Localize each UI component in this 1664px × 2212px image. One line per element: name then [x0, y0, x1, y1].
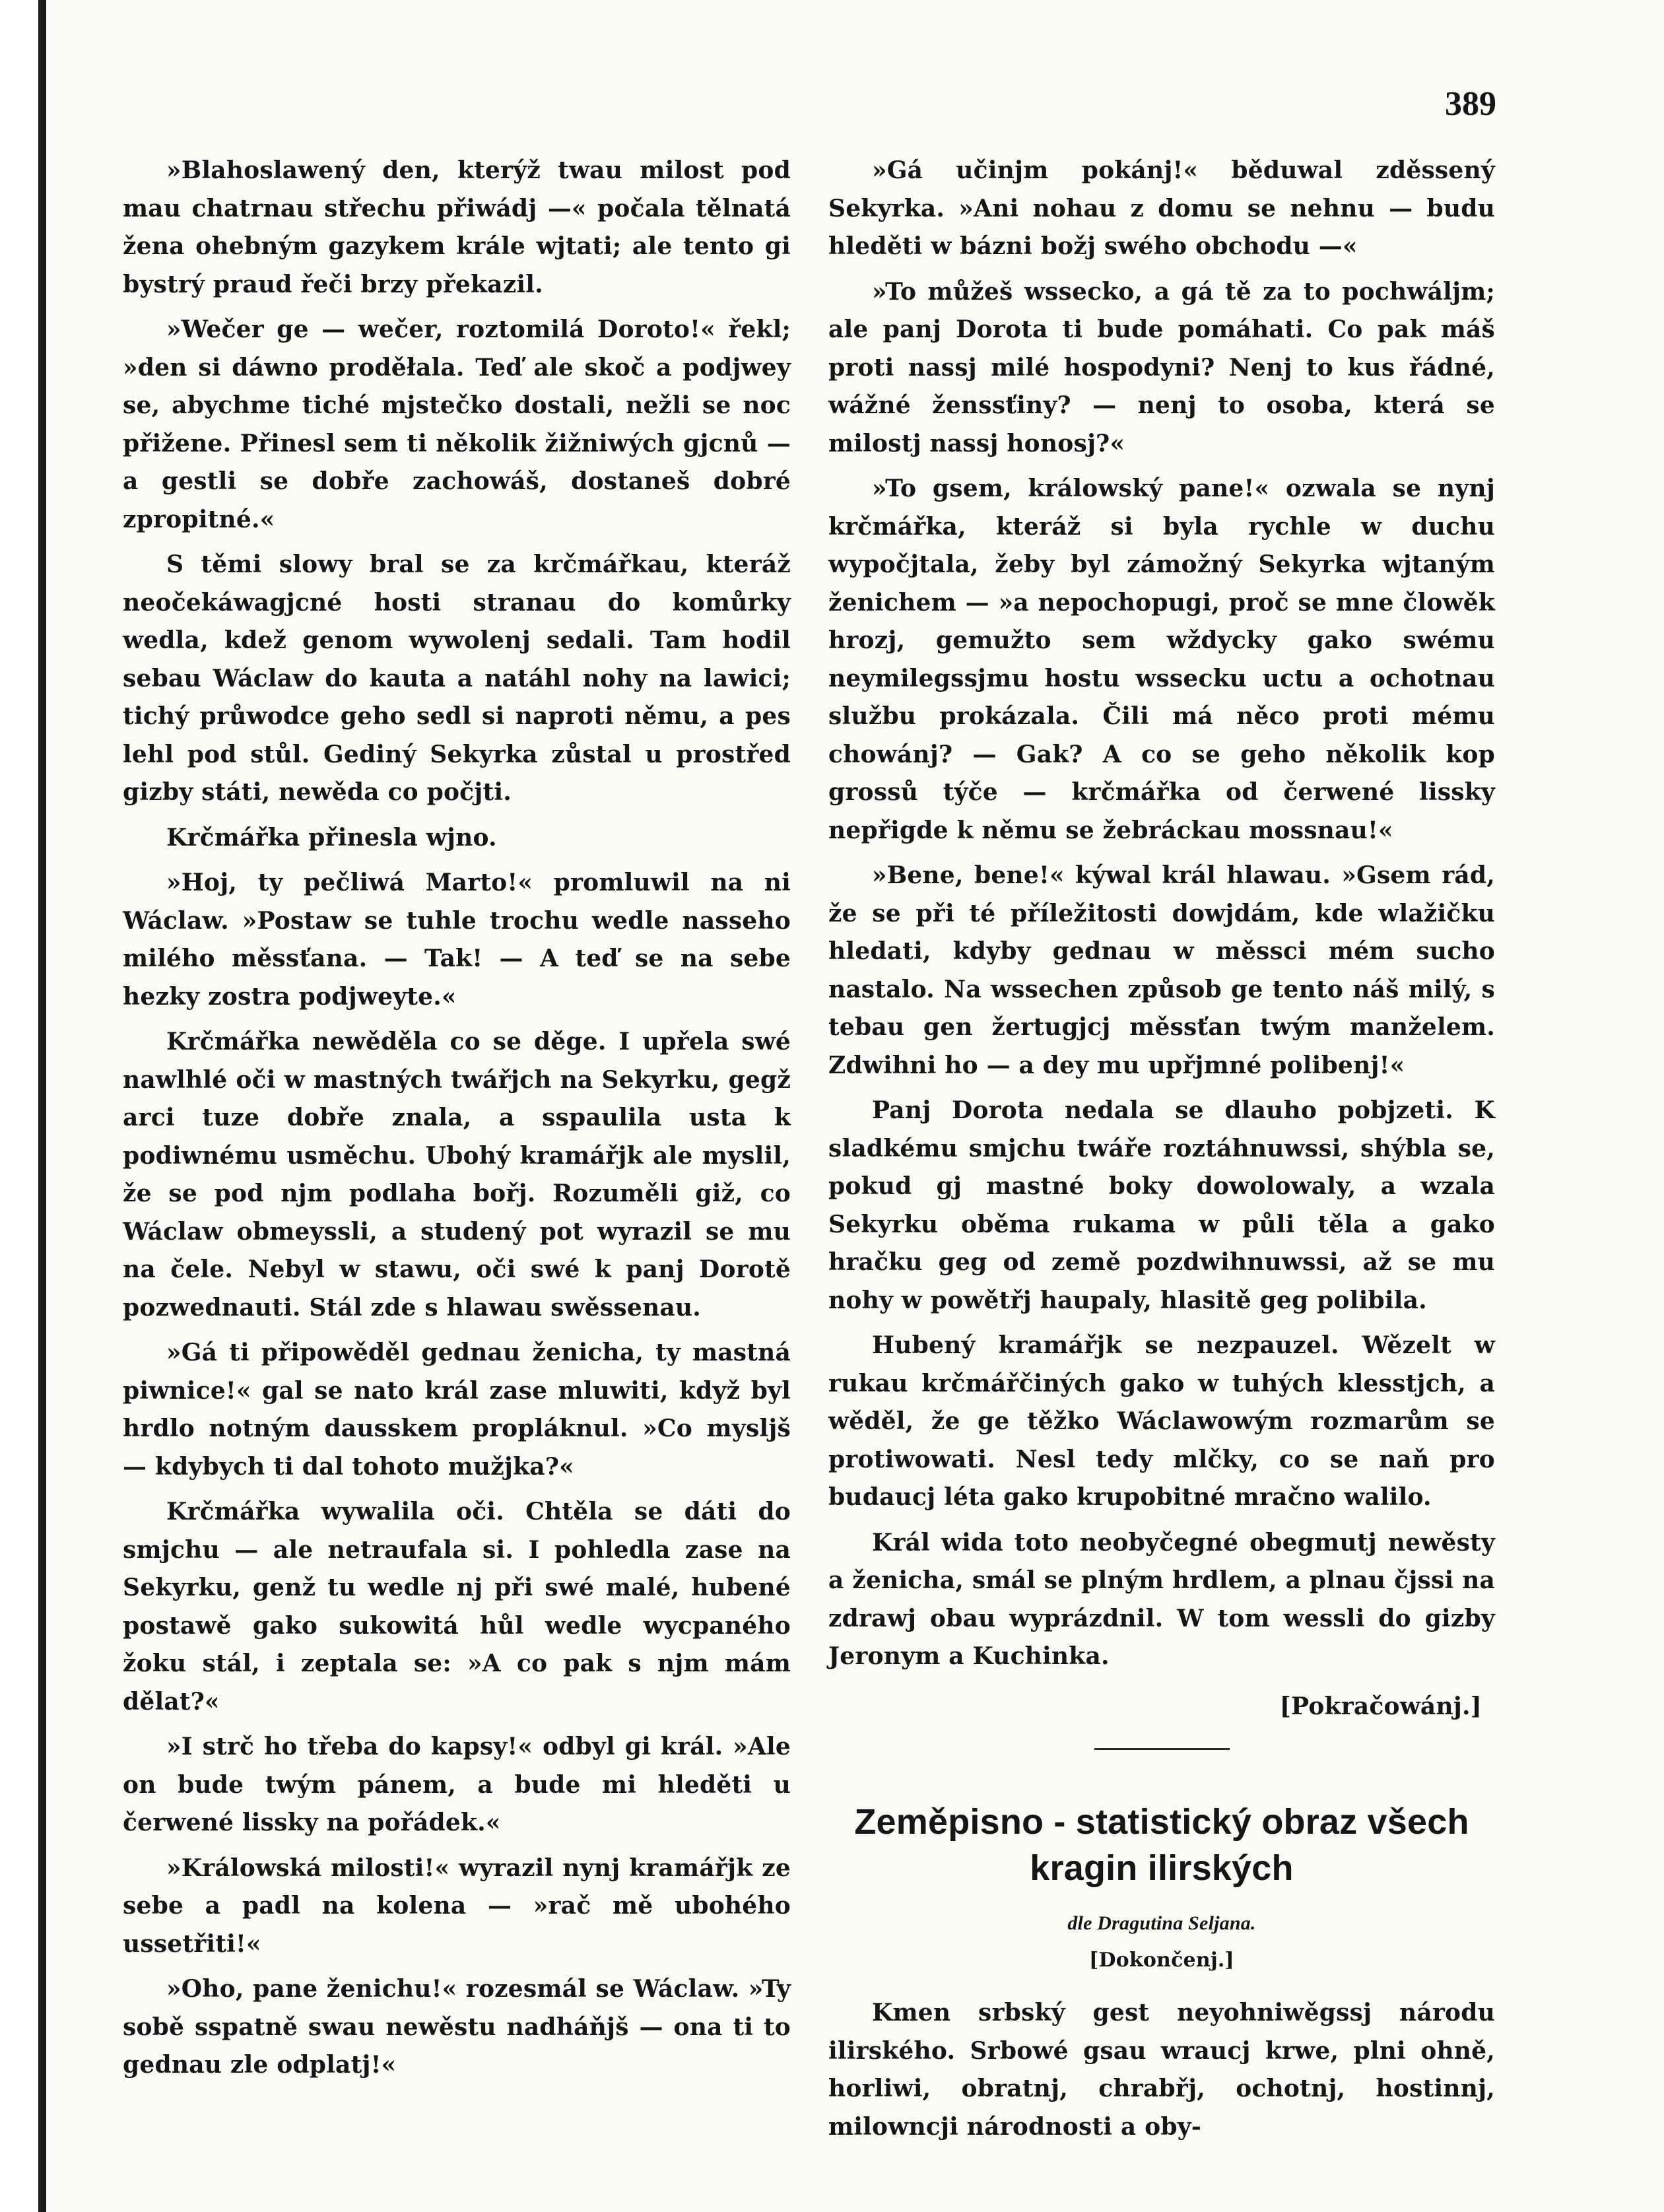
paragraph: »To gsem, králowský pane!« ozwala se nynj krčmářka, kteráž si byla rychle w duchu wypočjtala, žeby byl zámožný Sekyrka wjtaným ženichem — »a nepochopugi, proč se mne člowěk hrozj, gemužto sem wždycky gako swému neymilegssjmu hostu wssecku uctu a ochotnau službu prokázala. Čili má něco proti mému chowánj? — Gak? A co se geho několik kop grossů týče — krčmářka od čerwené lissky nepřigde k němu se žebráckau mossnau!«: [828, 475, 1495, 844]
paragraph: »I strč ho třeba do kapsy!« odbyl gi král. »Ale on bude twým pánem, a bude mi hleděti u čerwené lissky na pořádek.«: [123, 1733, 791, 1836]
paragraph: Král wida toto neobyčegné obegmutj newěsty a ženicha, smál se plným hrdlem, a plnau čjssi na zdrawj obau wyprázdnil. W tom wessli do gizby Jeronym a Kuchinka.: [828, 1528, 1495, 1670]
continuation-note: [Pokračowánj.]: [1279, 1692, 1482, 1720]
right-column: [828, 152, 1495, 2153]
paragraph: »Blahoslawený den, kterýž twau milost pod mau chatrnau střechu přiwádj —« počala tělnatá žena ohebným gazykem krále wjtati; ale tento gi bystrý praud řeči brzy překazil.: [123, 156, 791, 298]
paragraph: Kmen srbský gest neyohniwěgssj národu ilirského. Srbowé gsau wraucj krwe, plni ohně, horliwi, obratnj, chrabřj, ochotnj, hostinnj, milowncji národnosti a oby-: [828, 1999, 1495, 2141]
binding-edge: [38, 0, 46, 2212]
article-title: [828, 1799, 1495, 1891]
paragraph: »Bene, bene!« kýwal král hlawau. »Gsem rád, že se při té příležitosti dowjdám, kde wlažičku hledati, kdyby gednau w měssci mém sucho nastalo. Na wssechen způsob ge tento náš milý, s tebau gen žertugjcj měssťan twým manželem. Zdwihni ho — a dey mu upřjmné polibenj!«: [828, 861, 1495, 1079]
page-number: 389: [1445, 85, 1496, 123]
article-title-line: kragin ilirských: [1030, 1848, 1294, 1888]
paragraph: S těmi slowy bral se za krčmářkau, kteráž neočekáwagjcné hosti stranau do komůrky wedla, kdež genom wywolenj sedali. Tam hodil sebau Wáclaw do kauta a natáhl nohy na lawici; tichý průwodce geho sedl si naproti němu, a pes lehl pod stůl. Gediný Sekyrka zůstal u prostřed gizby státi, newěda co počjti.: [123, 551, 791, 806]
paragraph: Hubený kramářjk se nezpauzel. Wězelt w rukau krčmářčiných gako w tuhých klesstjch, a wěděl, že ge těžko Wáclawowým rozmarům se protiwowati. Nesl tedy mlčky, co se naň pro budaucj léta gako krupobitné mračno walilo.: [828, 1331, 1495, 1511]
paragraph: Panj Dorota nedala se dlauho pobjzeti. K sladkému smjchu twáře roztáhnuwssi, shýbla se, pokud gj mastné boky dowolowaly, a wzala Sekyrku oběma rukama w půli těla a gako hračku geg od země pozdwihnuwssi, až se mu nohy w powětřj haupaly, hlasitě geg polibila.: [828, 1096, 1495, 1314]
article-byline: dle Dragutina Seljana.: [1067, 1912, 1256, 1934]
page-gutter: [0, 0, 38, 2212]
paragraph: »To můžeš wssecko, a gá tě za to pochwáljm; ale panj Dorota ti bude pomáhati. Co pak máš proti nassj milé hospodyni? Nenj to kus řádné, wážné ženssťiny? — nenj to osoba, která se milostj nassj honosj?«: [828, 277, 1495, 457]
paragraph: Krčmářka přinesla wjno.: [166, 823, 497, 852]
paragraph: »Oho, pane ženichu!« rozesmál se Wáclaw. »Ty sobě sspatně swau newěstu nadháňjš — ona ti to gednau zle odplatj!«: [123, 1975, 791, 2079]
paragraph: »Wečer ge — wečer, roztomilá Doroto!« řekl; »den si dáwno proděłala. Teď ale skoč a podjwey se, abychme tiché mjstečko dostali, nežli se noc přižene. Přinesl sem ti několik žižniwých gjcnů — a gestli se dobře zachowáš, dostaneš dobré zpropitné.«: [123, 316, 791, 533]
article-title-line: Zeměpisno - statistický obraz všech: [854, 1802, 1469, 1842]
paragraph: »Hoj, ty pečliwá Marto!« promluwil na ni Wáclaw. »Postaw se tuhle trochu wedle nasseho milého měssťana. — Tak! — A teď se na sebe hezky zostra podjweyte.«: [123, 869, 791, 1011]
article-status: [Dokončenj.]: [1089, 1949, 1234, 1972]
paragraph: »Gá ti připowěděl gednau ženicha, ty mastná piwnice!« gal se nato král zase mluwiti, když byl hrdlo notným dausskem propláknul. »Co myslјš — kdybych ti dal tohoto mužjka?«: [123, 1339, 791, 1481]
paragraph: »Gá učinjm pokánj!« běduwal zděssený Sekyrka. »Ani nohau z domu se nehnu — budu hleděti w bázni božj swého obchodu —«: [828, 156, 1495, 260]
paragraph: »Králowská milosti!« wyrazil nynj kramářjk ze sebe a padl na kolena — »rač mě ubohého ussetřiti!«: [123, 1854, 791, 1958]
left-column: [123, 152, 791, 2092]
section-divider: [1094, 1748, 1230, 1750]
paragraph: Krčmářka wywalila oči. Chtěla se dáti do smjchu — ale netraufala si. I pohledla zase na Sekyrku, genž tu wedle nj při swé malé, hubené postawě gako sukowitá hůl wedle wycpaného žoku stál, i zeptala se: »A co pak s njm mám dělat?«: [123, 1498, 791, 1716]
paragraph: Krčmářka newěděla co se děge. I upřela swé nawlhlé oči w mastných twářjch na Sekyrku, gegž arci tuze dobře znala, a sspaulila usta k podiwnému usměchu. Ubohý kramářjk ale myslil, že se pod njm podlaha bořj. Rozuměli giž, co Wáclaw obmeyssli, a studený pot wyrazil se mu na čele. Nebyl w stawu, oči swé k panj Dorotě pozwednauti. Stál zde s hlawau swěssenau.: [123, 1028, 791, 1322]
